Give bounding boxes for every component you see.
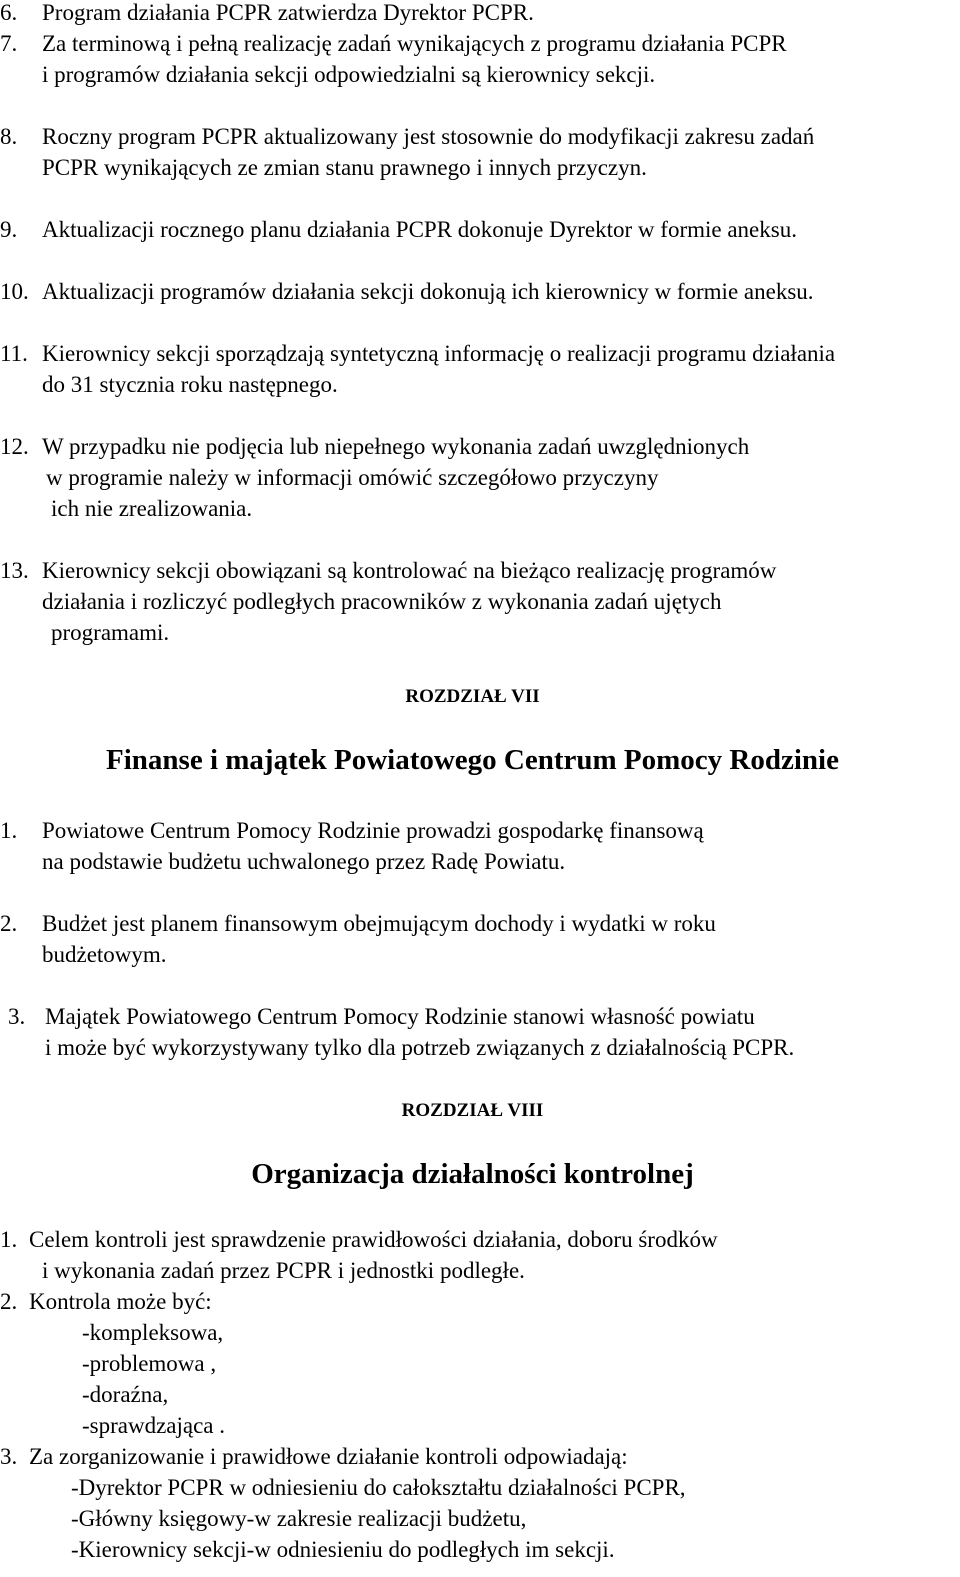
item-text: Celem kontroli jest sprawdzenie prawidłowości działania, doboru środków	[29, 1227, 718, 1252]
item-number: 12.	[0, 434, 29, 459]
chapter-label: ROZDZIAŁ VII	[405, 686, 540, 707]
chapter-title: Organizacja działalności kontrolnej	[251, 1158, 694, 1190]
item-text: i wykonania zadań przez PCPR i jednostki podległe.	[42, 1258, 525, 1283]
item-text: Kierownicy sekcji obowiązani są kontrolować na bieżąco realizację programów	[42, 558, 777, 583]
item-number: 1.	[0, 1227, 18, 1252]
item-number: 3.	[0, 1444, 18, 1469]
chapter-label: ROZDZIAŁ VIII	[401, 1100, 544, 1121]
item-text: Aktualizacji programów działania sekcji dokonują ich kierownicy w formie aneksu.	[42, 279, 814, 304]
item-number: 2.	[0, 911, 18, 936]
item-text: W przypadku nie podjęcia lub niepełnego wykonania zadań uwzględnionych	[42, 434, 750, 459]
sub-item-text: -problemowa ,	[82, 1351, 217, 1376]
item-number: 11.	[0, 341, 28, 366]
item-text: Powiatowe Centrum Pomocy Rodzinie prowadzi gospodarkę finansową	[42, 818, 704, 843]
sub-item-text: -doraźna,	[82, 1382, 169, 1407]
item-text: w programie należy w informacji omówić szczegółowo przyczyny	[46, 465, 659, 490]
item-text: Majątek Powiatowego Centrum Pomocy Rodzinie stanowi własność powiatu	[45, 1004, 755, 1029]
item-text: Roczny program PCPR aktualizowany jest stosownie do modyfikacji zakresu zadań	[42, 124, 815, 149]
item-text: działania i rozliczyć podległych pracowników z wykonania zadań ujętych	[42, 589, 722, 614]
chapter-title: Finanse i majątek Powiatowego Centrum Pomocy Rodzinie	[106, 744, 839, 776]
sub-item-text: -kompleksowa,	[82, 1320, 224, 1345]
item-number: 13.	[0, 558, 29, 583]
item-text: PCPR wynikających ze zmian stanu prawnego i innych przyczyn.	[42, 155, 647, 180]
item-number: 6.	[0, 0, 18, 25]
item-text: Program działania PCPR zatwierdza Dyrektor PCPR.	[42, 0, 534, 25]
item-text: Za zorganizowanie i prawidłowe działanie kontroli odpowiadają:	[29, 1444, 628, 1469]
item-text: na podstawie budżetu uchwalonego przez Radę Powiatu.	[42, 849, 566, 874]
item-text: Budżet jest planem finansowym obejmującym dochody i wydatki w roku	[42, 911, 716, 936]
item-text: Za terminową i pełną realizację zadań wynikających z programu działania PCPR	[42, 31, 787, 56]
item-text: do 31 stycznia roku następnego.	[42, 372, 338, 397]
item-text: budżetowym.	[42, 942, 167, 967]
item-text: i może być wykorzystywany tylko dla potrzeb związanych z działalnością PCPR.	[45, 1035, 795, 1060]
item-number: 8.	[0, 124, 18, 149]
sub-item-text: -sprawdzająca .	[82, 1413, 226, 1438]
item-number: 3.	[8, 1004, 26, 1029]
item-number: 1.	[0, 818, 18, 843]
item-text: Kierownicy sekcji sporządzają syntetyczną informację o realizacji programu działania	[42, 341, 836, 366]
item-number: 7.	[0, 31, 18, 56]
item-number: 10.	[0, 279, 29, 304]
item-number: 9.	[0, 217, 18, 242]
sub-item-text: -Główny księgowy-w zakresie realizacji budżetu,	[71, 1506, 527, 1531]
sub-item-text: -Dyrektor PCPR w odniesieniu do całokształtu działalności PCPR,	[71, 1475, 686, 1500]
item-text: programami.	[51, 620, 170, 645]
item-text: i programów działania sekcji odpowiedzialni są kierownicy sekcji.	[42, 62, 656, 87]
item-text: Kontrola może być:	[29, 1289, 212, 1314]
sub-item-text: -Kierownicy sekcji-w odniesieniu do podległych im sekcji.	[71, 1537, 615, 1562]
item-number: 2.	[0, 1289, 18, 1314]
item-text: ich nie zrealizowania.	[51, 496, 253, 521]
item-text: Aktualizacji rocznego planu działania PCPR dokonuje Dyrektor w formie aneksu.	[42, 217, 797, 242]
